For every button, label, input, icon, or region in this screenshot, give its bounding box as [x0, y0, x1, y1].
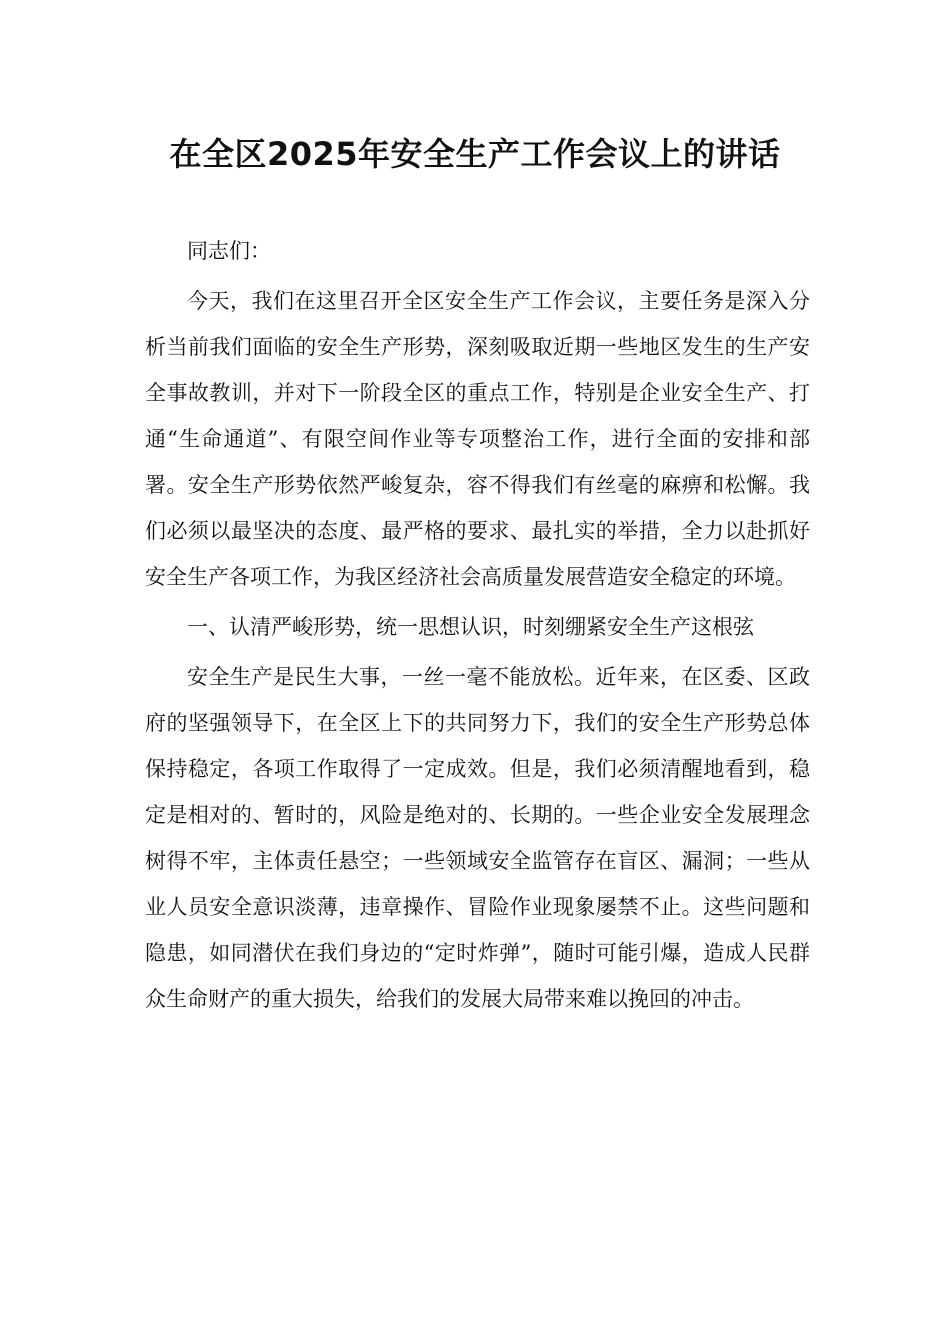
paragraph-intro: 今天，我们在这里召开全区安全生产工作会议，主要任务是深入分析当前我们面临的安全生产形势，深刻吸取近期一些地区发生的生产安全事故教训，并对下一阶段全区的重点工作，特别是企业安全生产、打通“生命通道”、有限空间作业等专项整治工作，进行全面的安排和部署。安全生产形势依然严峻复杂，容不得我们有丝毫的麻痹和松懈。我们必须以最坚决的态度、最严格的要求、最扎实的举措，全力以赴抓好安全生产各项工作，为我区经济社会高质量发展营造安全稳定的环境。 — [145, 289, 810, 589]
document-title: 在全区2025年安全生产工作会议上的讲话 — [169, 135, 781, 173]
paragraph-section-1: 安全生产是民生大事，一丝一毫不能放松。近年来，在区委、区政府的坚强领导下，在全区上下的共同努力下，我们的安全生产形势总体保持稳定，各项工作取得了一定成效。但是，我们必须清醒地看到，稳定是相对的、暂时的，风险是绝对的、长期的。一些企业安全发展理念树得不牢，主体责任悬空；一些领域安全监管存在盲区、漏洞；一些从业人员安全意识淡薄，违章操作、冒险作业现象屡禁不止。这些问题和隐患，如同潜伏在我们身边的“定时炸弹”，随时可能引爆，造成人民群众生命财产的重大损失，给我们的发展大局带来难以挽回的冲击。 — [145, 665, 810, 1011]
salutation: 同志们： — [187, 239, 271, 263]
document-body — [145, 228, 810, 1026]
section-heading-1: 一、认清严峻形势，统一思想认识，时刻绷紧安全生产这根弦 — [187, 615, 754, 639]
